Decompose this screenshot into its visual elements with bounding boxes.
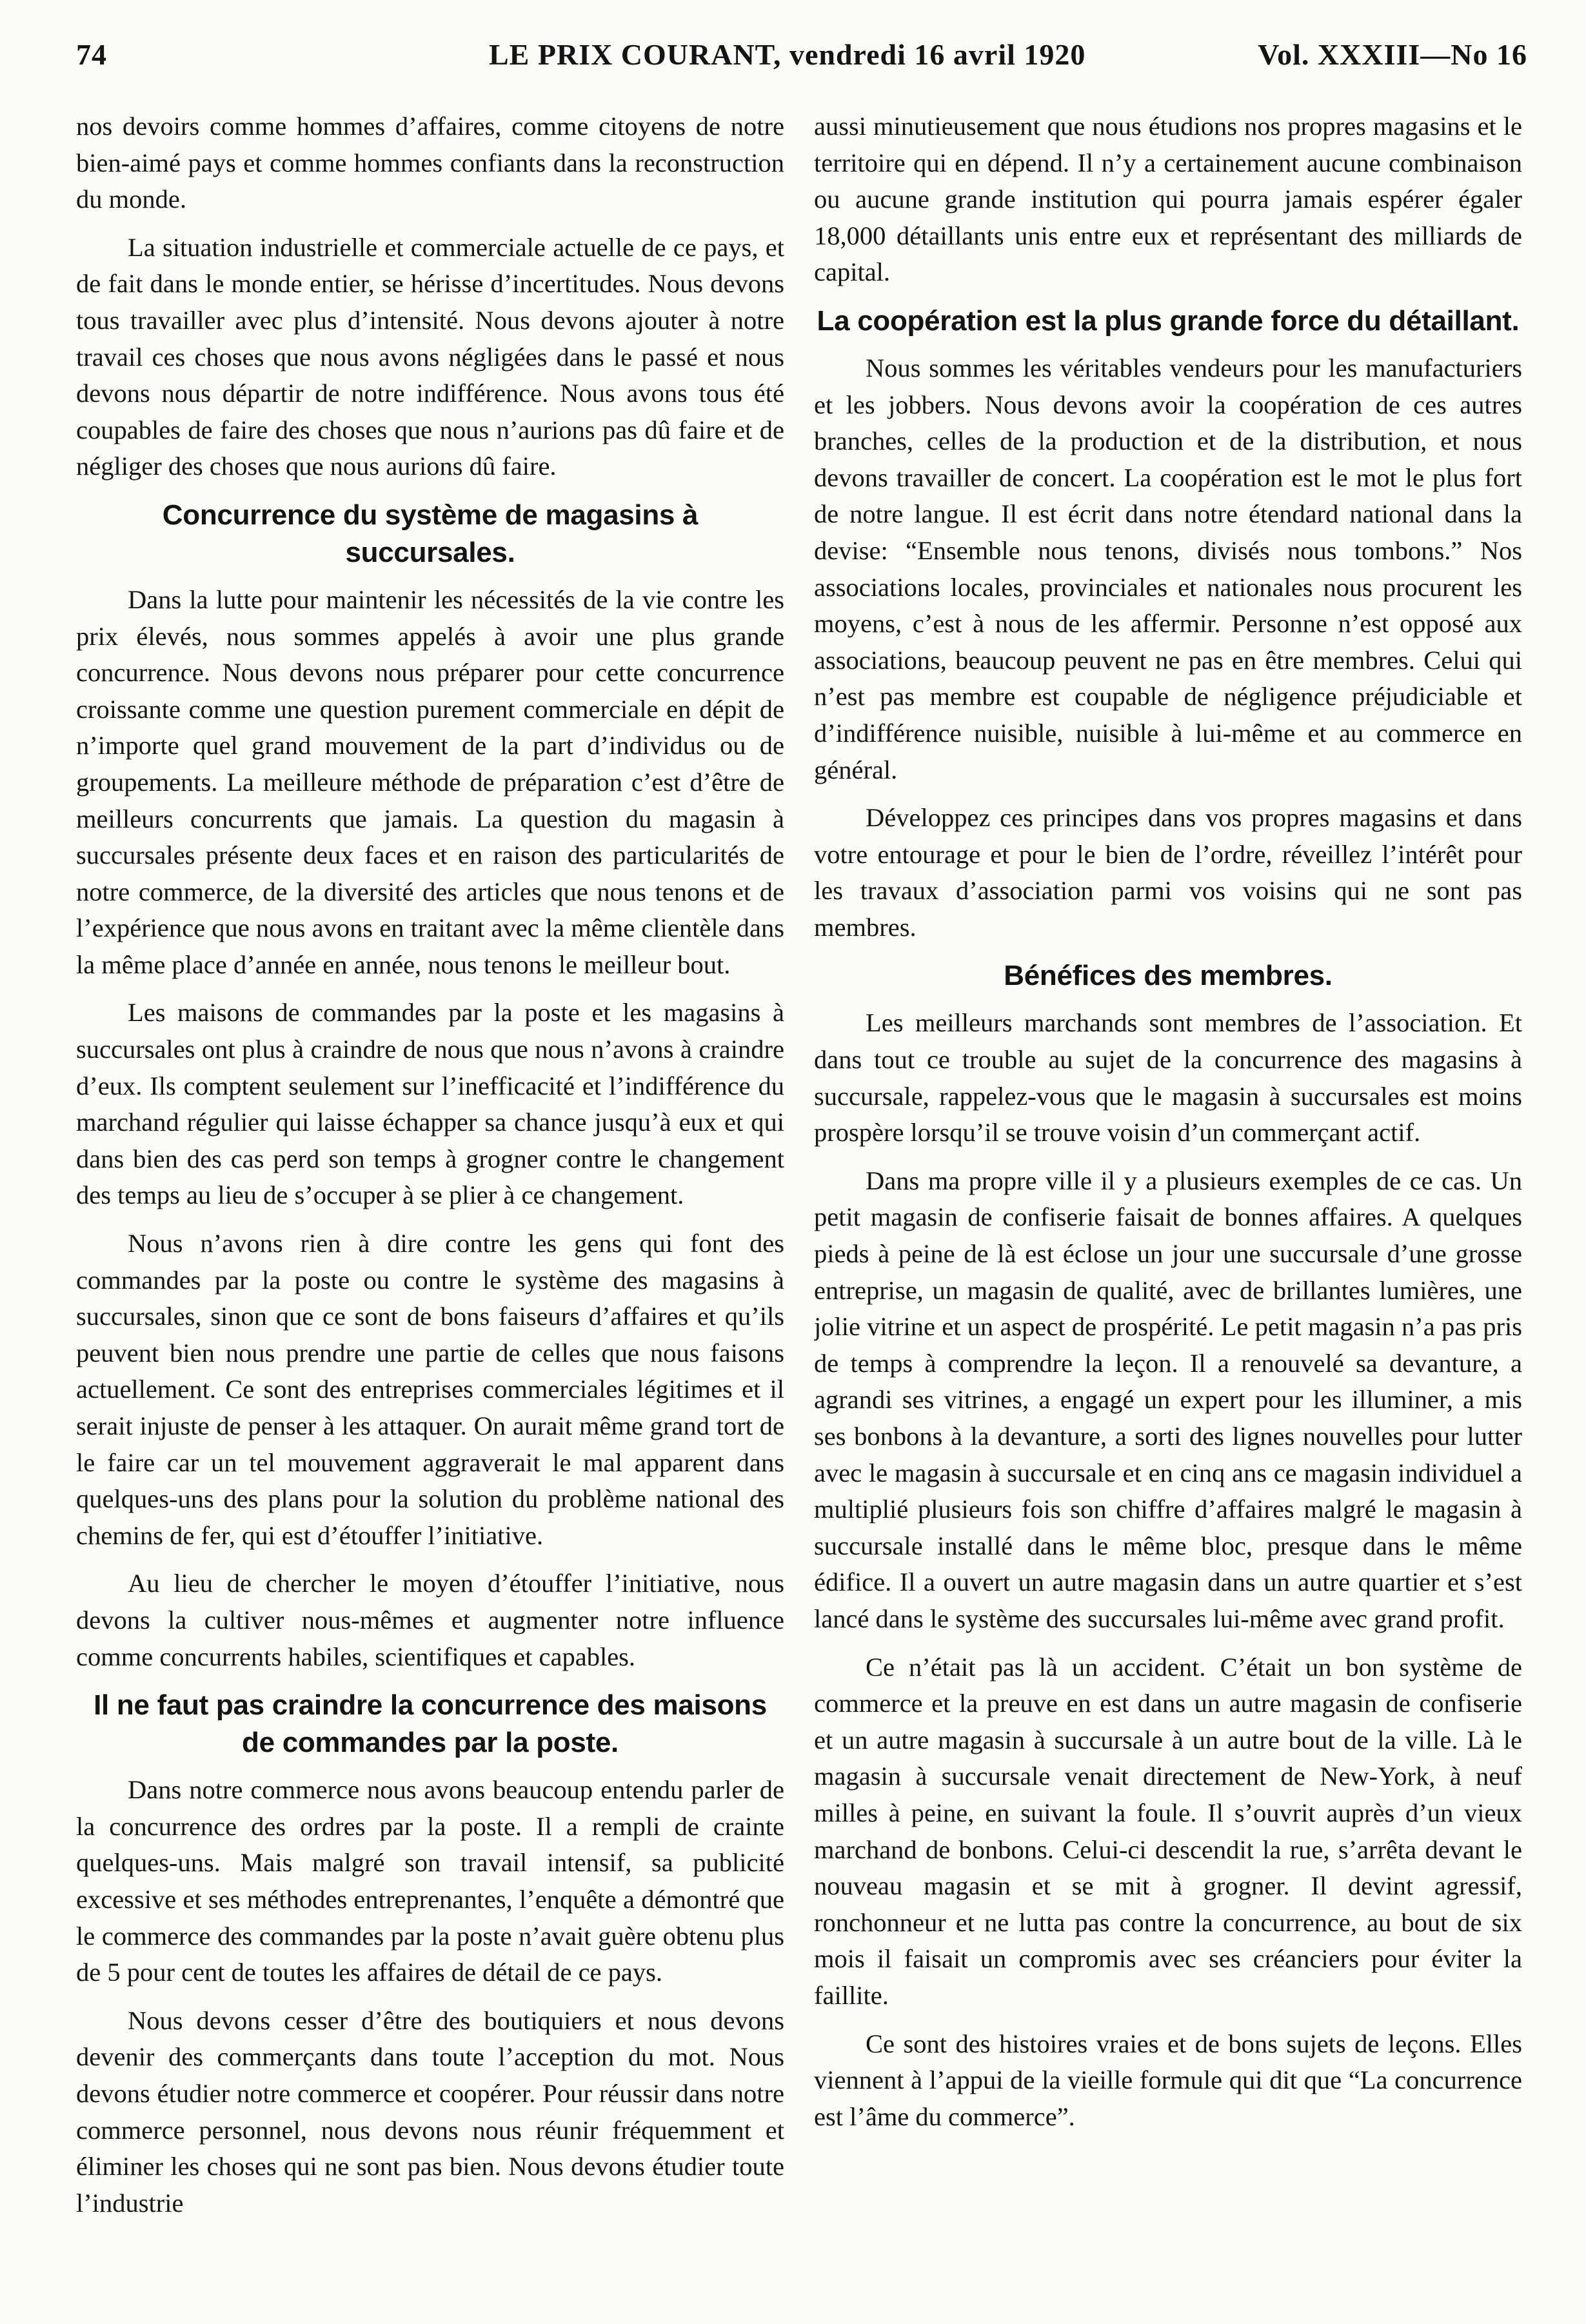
right-column [814,108,1522,2295]
paragraph: Nous sommes les véritables vendeurs pour les manufacturiers et les jobbers. Nous devons avoir la coopération de ces autres branches, celles de la production et de la distribution, et nous devons travailler de concert. La coopération est le mot le plus fort de notre langue. Il est écrit dans notre étendard national dans la devise: “Ensemble nous tenons, divisés nous tombons.” Nos associations locales, provinciales et nationales nous procurent les moyens, c’est à nous de les affermir. Personne n’est opposé aux associations, beaucoup peuvent ne pas en être membres. Celui qui n’est pas membre est coupable de négligence préjudiciable et d’indifférence nuisible, nuisible à lui-même et au commerce en général. [814,353,1522,784]
section-heading: Concurrence du système de magasins à succursales. [162,499,699,568]
paragraph: Au lieu de chercher le moyen d’étouffer l’initiative, nous devons la cultiver nous-mêmes et augmenter notre influence comme concurrents habiles, scientifiques et capables. [76,1569,784,1671]
paragraph: Ce n’était pas là un accident. C’était un bon système de commerce et la preuve en est dans un autre magasin de confiserie et un autre magasin à succursale à un autre bout de la ville. Là le magasin à succursale venait directement de New-York, à neuf milles à peine, en suivant la foule. Il s’ouvrit auprès d’un vieux marchand de bonbons. Celui-ci descendit la rue, s’arrêta devant le nouveau magasin et se mit à grogner. Il devint agressif, ronchonneur et ne lutta pas contre la concurrence, au bout de six mois il faisait un compromis avec ses créanciers pour éviter la faillite. [814,1652,1522,2010]
paragraph: Les maisons de commandes par la poste et les magasins à succursales ont plus à craindre de nous que nous n’avons à craindre d’eux. Ils comptent seulement sur l’inefficacité et l’indifférence du marchand régulier qui laisse échapper sa chance jusqu’à eux et qui dans bien des cas perd son temps à grogner contre le changement des temps au lieu de s’occuper à se plier à ce changement. [76,998,784,1210]
left-column [76,108,784,2295]
paragraph: La situation industrielle et commerciale actuelle de ce pays, et de fait dans le monde entier, se hérisse d’incertitudes. Nous devons tous travailler avec plus d’intensité. Nous devons ajouter à notre travail ces choses que nous avons négligées dans le passé et nous devons nous départir de notre indifférence. Nous avons tous été coupables de faire des choses que nous n’aurions pas dû faire et de négliger des choses que nous aurions dû faire. [76,232,784,481]
publication-title: LE PRIX COURANT, vendredi 16 avril 1920 [489,38,1086,71]
paragraph: Nous devons cesser d’être des boutiquiers et nous devons devenir des commerçants dans toute l’acception du mot. Nous devons étudier notre commerce et coopérer. Pour réussir dans notre commerce personnel, nous devons nous réunir fréquemment et éliminer les choses qui ne sont pas bien. Nous devons étudier toute l’industrie [76,2005,784,2218]
section-heading: Bénéfices des membres. [1004,960,1333,992]
page-header [76,37,1527,83]
volume-number: Vol. XXXIII—No 16 [1258,38,1527,71]
paragraph: Ce sont des histoires vraies et de bons sujets de leçons. Elles viennent à l’appui de la vieille formule qui dit que “La concurrence est l’âme du commerce”. [814,2029,1522,2131]
paragraph: Nous n’avons rien à dire contre les gens qui font des commandes par la poste ou contre le système des magasins à succursales, sinon que ce sont de bons faiseurs d’affaires et qu’ils peuvent bien nous prendre une partie de celles que nous faisons actuellement. Ce sont des entreprises commerciales légitimes et il serait injuste de penser à les attaquer. On aurait même grand tort de le faire car un tel mouvement aggraverait le mal apparent dans quelques-uns des plans pour la solution du problème national des chemins de fer, qui est d’étouffer l’initiative. [76,1229,784,1550]
paragraph: Dans ma propre ville il y a plusieurs exemples de ce cas. Un petit magasin de confiserie faisait de bonnes affaires. A quelques pieds à peine de là est éclose un jour une succursale d’une grosse entreprise, un magasin de qualité, avec de brillantes lumières, une jolie vitrine et un aspect de prospérité. Le petit magasin n’a pas pris de temps à comprendre la leçon. Il a renouvelé sa devanture, a agrandi ses vitrines, a engagé un expert pour les illuminer, a mis ses bonbons à la devanture, a sorti des lignes nouvelles pour lutter avec le magasin à succursale et en cinq ans ce magasin individuel a multiplié plusieurs fois son chiffre d’affaires malgré le magasin à succursale installé dans le même bloc, presque dans le même édifice. Il a ouvert un autre magasin dans un autre quartier et s’est lancé dans le système des succursales lui-même avec grand profit. [814,1166,1522,1633]
section-heading: Il ne faut pas craindre la concurrence des maisons de commandes par la poste. [94,1689,767,1759]
page-number: 74 [76,38,107,71]
paragraph: Dans la lutte pour maintenir les nécessités de la vie contre les prix élevés, nous sommes appelés à avoir une plus grande concurrence. Nous devons nous préparer pour cette concurrence croissante comme une question purement commerciale en dépit de n’importe quel grand mouvement de la part d’individus ou de groupements. La meilleure méthode de préparation c’est d’être de meilleurs concurrents que jamais. La question du magasin à succursales présente deux faces et en raison des particularités de notre commerce, de la diversité des articles que nous tenons et de l’expérience que nous avons en traitant avec la même clientèle dans la même place d’année en année, nous tenons le meilleur bout. [76,584,784,979]
section-heading: La coopération est la plus grande force du détaillant. [817,304,1520,337]
paragraph: Les meilleurs marchands sont membres de l’association. Et dans tout ce trouble au sujet de la concurrence des magasins à succursale, rappelez-vous que le magasin à succursales est moins prospère lorsqu’il se trouve voisin d’un commerçant actif. [814,1008,1522,1147]
paragraph: nos devoirs comme hommes d’affaires, comme citoyens de notre bien-aimé pays et comme hommes confiants dans la reconstruction du monde. [76,112,784,214]
paragraph: Dans notre commerce nous avons beaucoup entendu parler de la concurrence des ordres par la poste. Il a rempli de crainte quelques-uns. Mais malgré son travail intensif, sa publicité excessive et ses méthodes entreprenantes, l’enquête a démontré que le commerce des commandes par la poste n’avait guère obtenu plus de 5 pour cent de toutes les affaires de détail de ce pays. [76,1775,784,1987]
paragraph: Développez ces principes dans vos propres magasins et dans votre entourage et pour le bien de l’ordre, réveillez l’intérêt pour les travaux d’association parmi vos voisins qui ne sont pas membres. [814,803,1522,942]
paragraph: aussi minutieusement que nous étudions nos propres magasins et le territoire qui en dépend. Il n’y a certainement aucune combinaison ou aucune grande institution qui pourra jamais espérer égaler 18,000 détaillants unis entre eux et représentant des milliards de capital. [814,112,1522,287]
